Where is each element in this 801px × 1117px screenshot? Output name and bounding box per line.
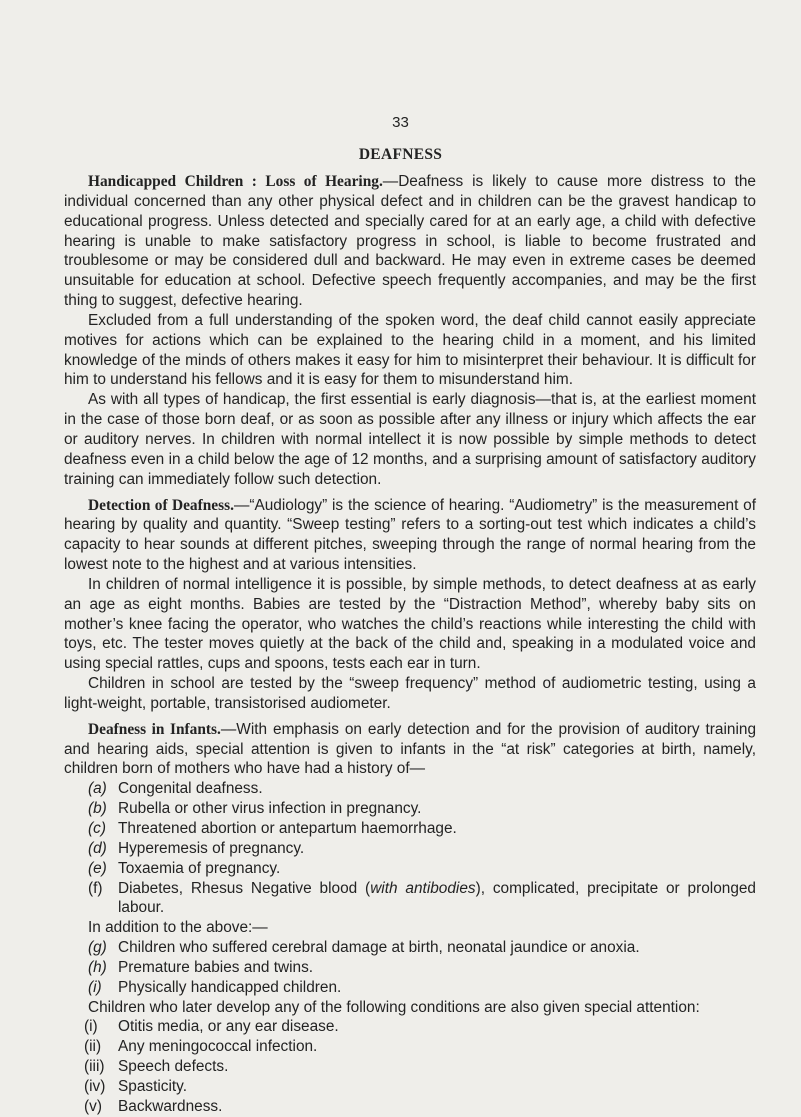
list-item-text: Speech defects. bbox=[118, 1058, 229, 1076]
list-item bbox=[64, 1057, 756, 1077]
list-item bbox=[64, 978, 756, 998]
document-body bbox=[64, 172, 756, 1117]
paragraph bbox=[64, 172, 756, 311]
paragraph-text: —Deafness is likely to cause more distress to the individual concerned than any other physical defect and in children can be the gravest handicap to educational progress. Unless detected and specially cared for at an early age, a child with defective hearing is unable to make satisfactory progress in school, is liable to become frustrated and troublesome or may be considered dull and backward. He may even in extreme cases be deemed unsuitable for education at school. Defective speech frequently accompanies, and may be the first thing to suggest, defective hearing. bbox=[64, 173, 756, 310]
paragraph: In children of normal intelligence it is possible, by simple methods, to detect deafness at as early an age as eight months. Babies are tested by the “Distraction Method”, whereby baby sits on mother’s knee facing the operator, who watches the child’s reactions while interesting the child with toys, etc. The tester moves quietly at the back of the child and, speaking in a modulated voice and using special rattles, cups and spoons, tests each ear in turn. bbox=[64, 575, 756, 673]
list-marker: (d) bbox=[88, 839, 107, 857]
list-item-text: Hyperemesis of pregnancy. bbox=[118, 839, 305, 857]
paragraph: Children who later develop any of the following conditions are also given special attention: bbox=[88, 998, 700, 1016]
list-marker: (b) bbox=[88, 800, 107, 818]
paragraph: As with all types of handicap, the first essential is early diagnosis—that is, at the earliest moment in the case of those born deaf, or as soon as possible after any illness or injury which affects the ear or auditory nerves. In children with normal intellect it is now possible by simple methods to detect deafness even in a child below the age of 12 months, and a surprising amount of satisfactory auditory training can immediately follow such detection. bbox=[64, 391, 756, 488]
list-item-text: Children who suffered cerebral damage at birth, neonatal jaundice or anoxia. bbox=[118, 939, 640, 957]
list-item bbox=[64, 819, 756, 839]
list-item-text: Any meningococcal infection. bbox=[118, 1038, 318, 1056]
section-heading: Deafness in Infants. bbox=[88, 720, 221, 738]
page-title: DEAFNESS bbox=[358, 146, 443, 163]
list-marker: (c) bbox=[88, 820, 106, 837]
list-marker: (iv) bbox=[84, 1077, 106, 1095]
list-item-text: Physically handicapped children. bbox=[118, 978, 342, 996]
list-item bbox=[64, 958, 756, 978]
list-item-text: Backwardness. bbox=[118, 1097, 223, 1115]
list-item bbox=[64, 1037, 756, 1057]
list-item: (f) Diabetes, Rhesus Negative blood (with antibodies), complicated, precipitate or prolonged labour. bbox=[88, 879, 756, 917]
risk-list bbox=[64, 779, 756, 878]
paragraph-text: —With emphasis on early detection and for the provision of auditory training and hearing aids, special attention is given to infants in the “at risk” categories at birth, namely, children born of mothers who have had a history of— bbox=[64, 720, 756, 778]
list-item bbox=[64, 839, 756, 859]
conditions-list bbox=[64, 1017, 756, 1116]
list-item-text: Otitis media, or any ear disease. bbox=[118, 1018, 339, 1036]
list-marker: (i) bbox=[88, 978, 102, 996]
list-marker: (v) bbox=[84, 1097, 102, 1115]
list-item bbox=[64, 1017, 756, 1037]
list-item-text: Threatened abortion or antepartum haemorrhage. bbox=[118, 820, 457, 837]
list-item-text: Toxaemia of pregnancy. bbox=[118, 859, 281, 877]
list-item-text: Rubella or other virus infection in pregnancy. bbox=[118, 800, 422, 818]
list-marker: (e) bbox=[88, 859, 107, 877]
additional-list bbox=[64, 938, 756, 998]
list-marker: (a) bbox=[88, 780, 107, 798]
paragraph bbox=[64, 720, 756, 780]
page-number: 33 bbox=[392, 114, 409, 131]
list-marker: (iii) bbox=[84, 1058, 105, 1076]
list-item bbox=[64, 938, 756, 958]
paragraph: In addition to the above:— bbox=[88, 919, 268, 937]
list-marker: (ii) bbox=[84, 1038, 102, 1056]
list-item-text: Congenital deafness. bbox=[118, 780, 263, 798]
list-marker: (g) bbox=[88, 939, 107, 957]
list-item bbox=[64, 859, 756, 879]
list-marker: (i) bbox=[84, 1018, 98, 1036]
section-heading: Handicapped Children : Loss of Hearing. bbox=[88, 173, 383, 190]
list-marker: (h) bbox=[88, 958, 107, 976]
list-item bbox=[64, 799, 756, 819]
paragraph: Excluded from a full understanding of the spoken word, the deaf child cannot easily appreciate motives for actions which can be explained to the hearing child in a moment, and his limited knowledge of the minds of others makes it easy for him to misinterpret their behaviour. It is difficult for him to understand his fellows and it is easy for them to misunderstand him. bbox=[64, 311, 756, 389]
list-item bbox=[64, 779, 756, 799]
section-heading: Detection of Deafness. bbox=[88, 496, 234, 514]
list-item-text: Premature babies and twins. bbox=[118, 958, 314, 976]
paragraph-text: —“Audiology” is the science of hearing. “Audiometry” is the measurement of hearing by quality and quantity. “Sweep testing” refers to a sorting-out test which indicates a child’s capacity to hear sounds at different pitches, sweeping through the range of normal hearing from the lowest note to the highest and at various intensities. bbox=[64, 496, 756, 574]
list-item-text: Spasticity. bbox=[118, 1077, 187, 1095]
list-marker: (f) bbox=[88, 879, 103, 897]
paragraph bbox=[64, 496, 756, 575]
paragraph: Children in school are tested by the “sweep frequency” method of audiometric testing, using a light-weight, portable, transistorised audiometer. bbox=[64, 675, 756, 712]
list-item bbox=[64, 1097, 756, 1117]
